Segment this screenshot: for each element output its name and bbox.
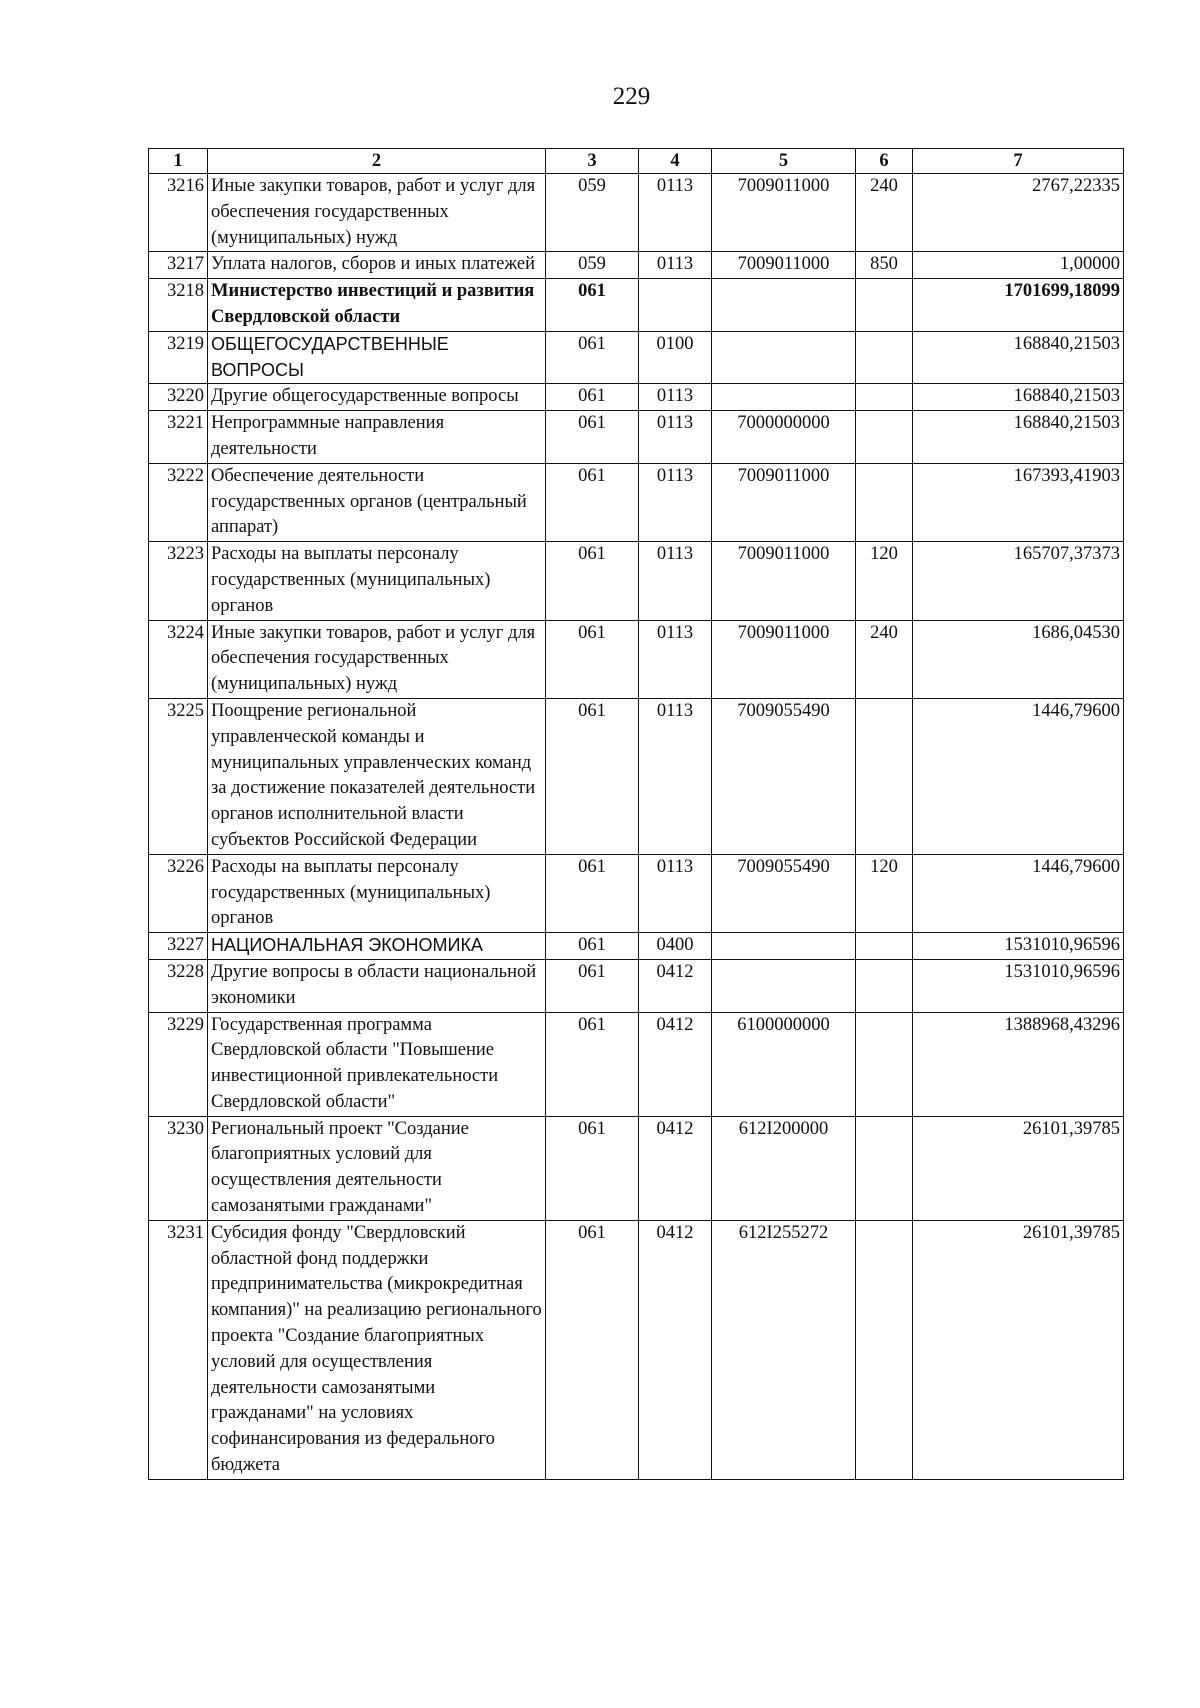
row-code-4: 0113 — [639, 252, 712, 279]
row-code-6 — [856, 1012, 913, 1116]
row-name: НАЦИОНАЛЬНАЯ ЭКОНОМИКА — [208, 933, 546, 960]
row-number: 3231 — [149, 1220, 208, 1479]
row-code-4: 0113 — [639, 174, 712, 252]
row-code-3: 061 — [546, 1220, 639, 1479]
row-name: Непрограммные направления деятельности — [208, 411, 546, 464]
row-code-5 — [712, 933, 856, 960]
row-code-6: 120 — [856, 542, 913, 620]
header-col-3: 3 — [546, 149, 639, 174]
row-code-3: 061 — [546, 411, 639, 464]
row-name: ОБЩЕГОСУДАРСТВЕННЫЕ ВОПРОСЫ — [208, 331, 546, 384]
row-number: 3225 — [149, 698, 208, 854]
row-code-6 — [856, 279, 913, 332]
row-code-5 — [712, 959, 856, 1012]
row-code-6: 120 — [856, 854, 913, 932]
header-col-6: 6 — [856, 149, 913, 174]
row-code-6: 240 — [856, 174, 913, 252]
row-code-4: 0412 — [639, 959, 712, 1012]
table-row — [149, 174, 1124, 252]
row-code-6 — [856, 411, 913, 464]
row-amount: 1446,79600 — [913, 854, 1124, 932]
row-code-3: 061 — [546, 463, 639, 541]
row-amount: 1686,04530 — [913, 620, 1124, 698]
row-name: Поощрение региональной управленческой команды и муниципальных управленческих команд за достижение показателей деятельности органов исполнительной власти субъектов Российской Федерации — [208, 698, 546, 854]
row-code-4: 0100 — [639, 331, 712, 384]
row-number: 3223 — [149, 542, 208, 620]
row-number: 3222 — [149, 463, 208, 541]
row-amount: 1701699,18099 — [913, 279, 1124, 332]
row-number: 3220 — [149, 384, 208, 411]
row-number: 3216 — [149, 174, 208, 252]
row-code-5 — [712, 331, 856, 384]
row-code-4: 0412 — [639, 1012, 712, 1116]
row-name: Расходы на выплаты персоналу государственных (муниципальных) органов — [208, 854, 546, 932]
row-code-4: 0412 — [639, 1220, 712, 1479]
row-name: Другие общегосударственные вопросы — [208, 384, 546, 411]
row-code-5: 612I255272 — [712, 1220, 856, 1479]
row-code-3: 059 — [546, 174, 639, 252]
row-number: 3218 — [149, 279, 208, 332]
row-code-5: 7000000000 — [712, 411, 856, 464]
table-row — [149, 620, 1124, 698]
row-code-6 — [856, 959, 913, 1012]
row-code-3: 061 — [546, 384, 639, 411]
row-amount: 1531010,96596 — [913, 933, 1124, 960]
table-row — [149, 252, 1124, 279]
table-row — [149, 854, 1124, 932]
table-row — [149, 384, 1124, 411]
row-number: 3228 — [149, 959, 208, 1012]
table-row — [149, 959, 1124, 1012]
row-code-5: 6100000000 — [712, 1012, 856, 1116]
row-code-6 — [856, 331, 913, 384]
row-code-6 — [856, 1116, 913, 1220]
row-code-3: 061 — [546, 279, 639, 332]
row-code-4: 0113 — [639, 463, 712, 541]
row-amount: 1446,79600 — [913, 698, 1124, 854]
row-number: 3229 — [149, 1012, 208, 1116]
row-code-5: 612I200000 — [712, 1116, 856, 1220]
table-row — [149, 463, 1124, 541]
row-code-4: 0113 — [639, 854, 712, 932]
row-code-3: 061 — [546, 959, 639, 1012]
header-col-7: 7 — [913, 149, 1124, 174]
row-code-6: 850 — [856, 252, 913, 279]
table-row — [149, 698, 1124, 854]
row-number: 3221 — [149, 411, 208, 464]
table-row — [149, 542, 1124, 620]
row-code-3: 061 — [546, 1116, 639, 1220]
row-code-4 — [639, 279, 712, 332]
header-col-2: 2 — [208, 149, 546, 174]
row-code-5: 7009055490 — [712, 854, 856, 932]
row-name: Региональный проект "Создание благоприятных условий для осуществления деятельности самозанятыми гражданами" — [208, 1116, 546, 1220]
row-code-3: 061 — [546, 331, 639, 384]
table-row — [149, 1116, 1124, 1220]
row-code-6 — [856, 384, 913, 411]
row-amount: 168840,21503 — [913, 411, 1124, 464]
header-col-1: 1 — [149, 149, 208, 174]
page-number: 229 — [612, 83, 651, 110]
row-code-5: 7009011000 — [712, 463, 856, 541]
row-code-5: 7009011000 — [712, 174, 856, 252]
header-col-5: 5 — [712, 149, 856, 174]
row-amount: 165707,37373 — [913, 542, 1124, 620]
row-name: Государственная программа Свердловской области "Повышение инвестиционной привлекательности Свердловской области" — [208, 1012, 546, 1116]
header-col-4: 4 — [639, 149, 712, 174]
row-amount: 1531010,96596 — [913, 959, 1124, 1012]
row-amount: 168840,21503 — [913, 384, 1124, 411]
row-code-5 — [712, 384, 856, 411]
row-amount: 1388968,43296 — [913, 1012, 1124, 1116]
row-number: 3217 — [149, 252, 208, 279]
row-code-6: 240 — [856, 620, 913, 698]
row-code-5: 7009011000 — [712, 542, 856, 620]
row-number: 3219 — [149, 331, 208, 384]
row-number: 3230 — [149, 1116, 208, 1220]
row-code-5 — [712, 279, 856, 332]
table-row — [149, 279, 1124, 332]
row-code-6 — [856, 698, 913, 854]
row-code-3: 061 — [546, 1012, 639, 1116]
row-code-6 — [856, 1220, 913, 1479]
row-code-6 — [856, 933, 913, 960]
row-code-5: 7009011000 — [712, 252, 856, 279]
row-code-4: 0113 — [639, 542, 712, 620]
header-row — [149, 149, 1124, 174]
row-code-5: 7009011000 — [712, 620, 856, 698]
table-row — [149, 331, 1124, 384]
row-name: Обеспечение деятельности государственных органов (центральный аппарат) — [208, 463, 546, 541]
row-code-5: 7009055490 — [712, 698, 856, 854]
row-number: 3224 — [149, 620, 208, 698]
row-number: 3227 — [149, 933, 208, 960]
row-code-4: 0113 — [639, 411, 712, 464]
table-row — [149, 1012, 1124, 1116]
row-amount: 2767,22335 — [913, 174, 1124, 252]
table-row — [149, 933, 1124, 960]
row-code-4: 0113 — [639, 384, 712, 411]
row-code-4: 0400 — [639, 933, 712, 960]
row-name: Уплата налогов, сборов и иных платежей — [208, 252, 546, 279]
budget-table — [148, 148, 1124, 1480]
row-code-3: 059 — [546, 252, 639, 279]
row-name: Субсидия фонду "Свердловский областной фонд поддержки предпринимательства (микрокредитная компания)" на реализацию регионального проекта "Создание благоприятных условий для осуществления деятельности самозанятыми гражданами" на условиях софинансирования из федерального бюджета — [208, 1220, 546, 1479]
row-name: Иные закупки товаров, работ и услуг для обеспечения государственных (муниципальных) нужд — [208, 620, 546, 698]
row-name: Другие вопросы в области национальной экономики — [208, 959, 546, 1012]
row-amount: 26101,39785 — [913, 1116, 1124, 1220]
table-row — [149, 1220, 1124, 1479]
row-code-3: 061 — [546, 620, 639, 698]
row-code-3: 061 — [546, 698, 639, 854]
row-code-3: 061 — [546, 542, 639, 620]
row-code-6 — [856, 463, 913, 541]
row-amount: 1,00000 — [913, 252, 1124, 279]
row-name: Министерство инвестиций и развития Свердловской области — [208, 279, 546, 332]
row-code-4: 0412 — [639, 1116, 712, 1220]
row-amount: 167393,41903 — [913, 463, 1124, 541]
table-row — [149, 411, 1124, 464]
row-code-3: 061 — [546, 933, 639, 960]
row-name: Иные закупки товаров, работ и услуг для обеспечения государственных (муниципальных) нужд — [208, 174, 546, 252]
row-amount: 168840,21503 — [913, 331, 1124, 384]
row-number: 3226 — [149, 854, 208, 932]
row-code-4: 0113 — [639, 620, 712, 698]
row-amount: 26101,39785 — [913, 1220, 1124, 1479]
row-name: Расходы на выплаты персоналу государственных (муниципальных) органов — [208, 542, 546, 620]
row-code-4: 0113 — [639, 698, 712, 854]
row-code-3: 061 — [546, 854, 639, 932]
